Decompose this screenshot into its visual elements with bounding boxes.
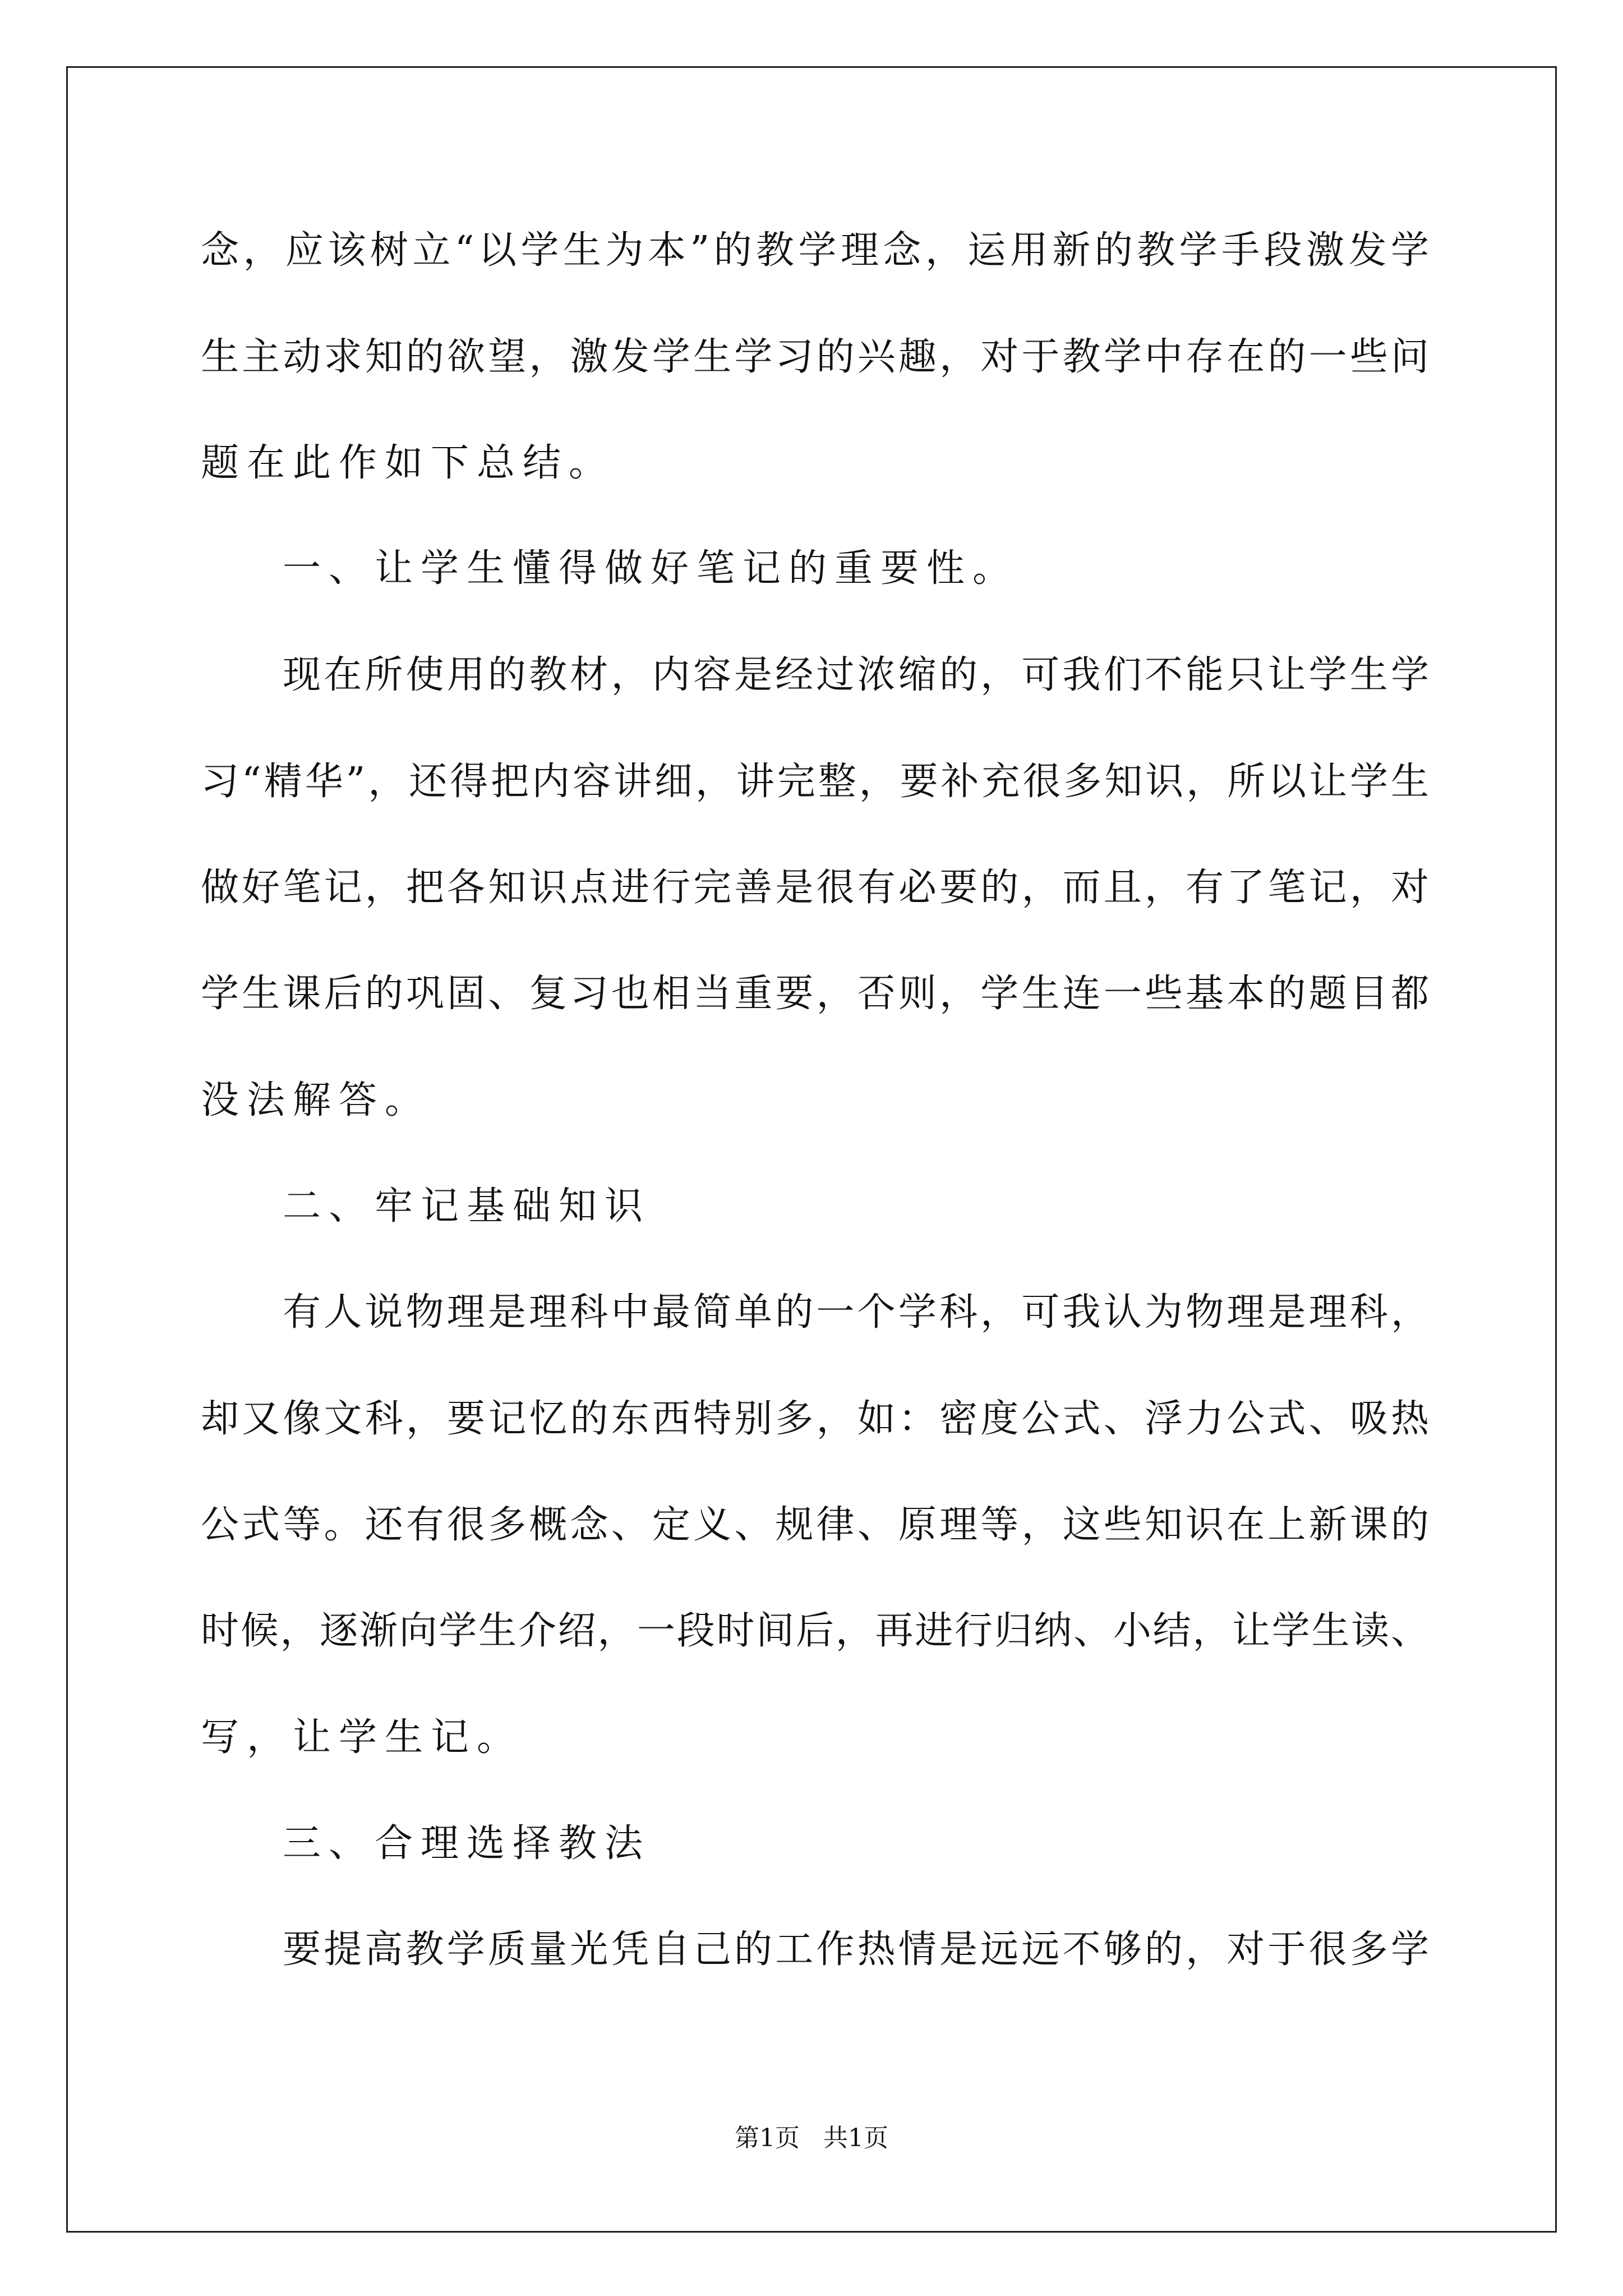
page-footer: 第1页 共1页 [735,2124,888,2152]
page-border [66,66,1557,2233]
text-line: 要提高教学质量光凭自己的工作热情是远远不够的，对于很多学 [283,1927,1429,1972]
text-line: 没法解答。 [201,1078,431,1122]
section-heading: 一、让学生懂得做好笔记的重要性。 [283,546,1019,591]
section-heading: 三、合理选择教法 [283,1821,651,1866]
text-line: 公式等。还有很多概念、定义、规律、原理等，这些知识在上新课的 [201,1503,1429,1547]
text-line: 学生课后的巩固、复习也相当重要，否则，学生连一些基本的题目都 [201,972,1429,1016]
text-line: 题在此作如下总结。 [201,441,615,485]
text-line: 做好笔记，把各知识点进行完善是很有必要的，而且，有了笔记，对 [201,866,1429,910]
text-line: 写，让学生记。 [201,1715,523,1760]
text-line: 时候，逐渐向学生介绍，一段时间后，再进行归纳、小结，让学生读、 [201,1609,1429,1653]
text-line: 念，应该树立“以学生为本”的教学理念，运用新的教学手段激发学 [201,228,1429,273]
text-line: 生主动求知的欲望，激发学生学习的兴趣，对于教学中存在的一些问 [201,335,1429,379]
section-heading: 二、牢记基础知识 [283,1184,651,1228]
text-line: 却又像文科，要记忆的东西特别多，如：密度公式、浮力公式、吸热 [201,1397,1429,1441]
text-line: 有人说物理是理科中最简单的一个学科，可我认为物理是理科， [283,1290,1429,1335]
text-line: 现在所使用的教材，内容是经过浓缩的，可我们不能只让学生学 [283,653,1429,697]
text-line: 习“精华”，还得把内容讲细，讲完整，要补充很多知识，所以让学生 [201,760,1429,804]
